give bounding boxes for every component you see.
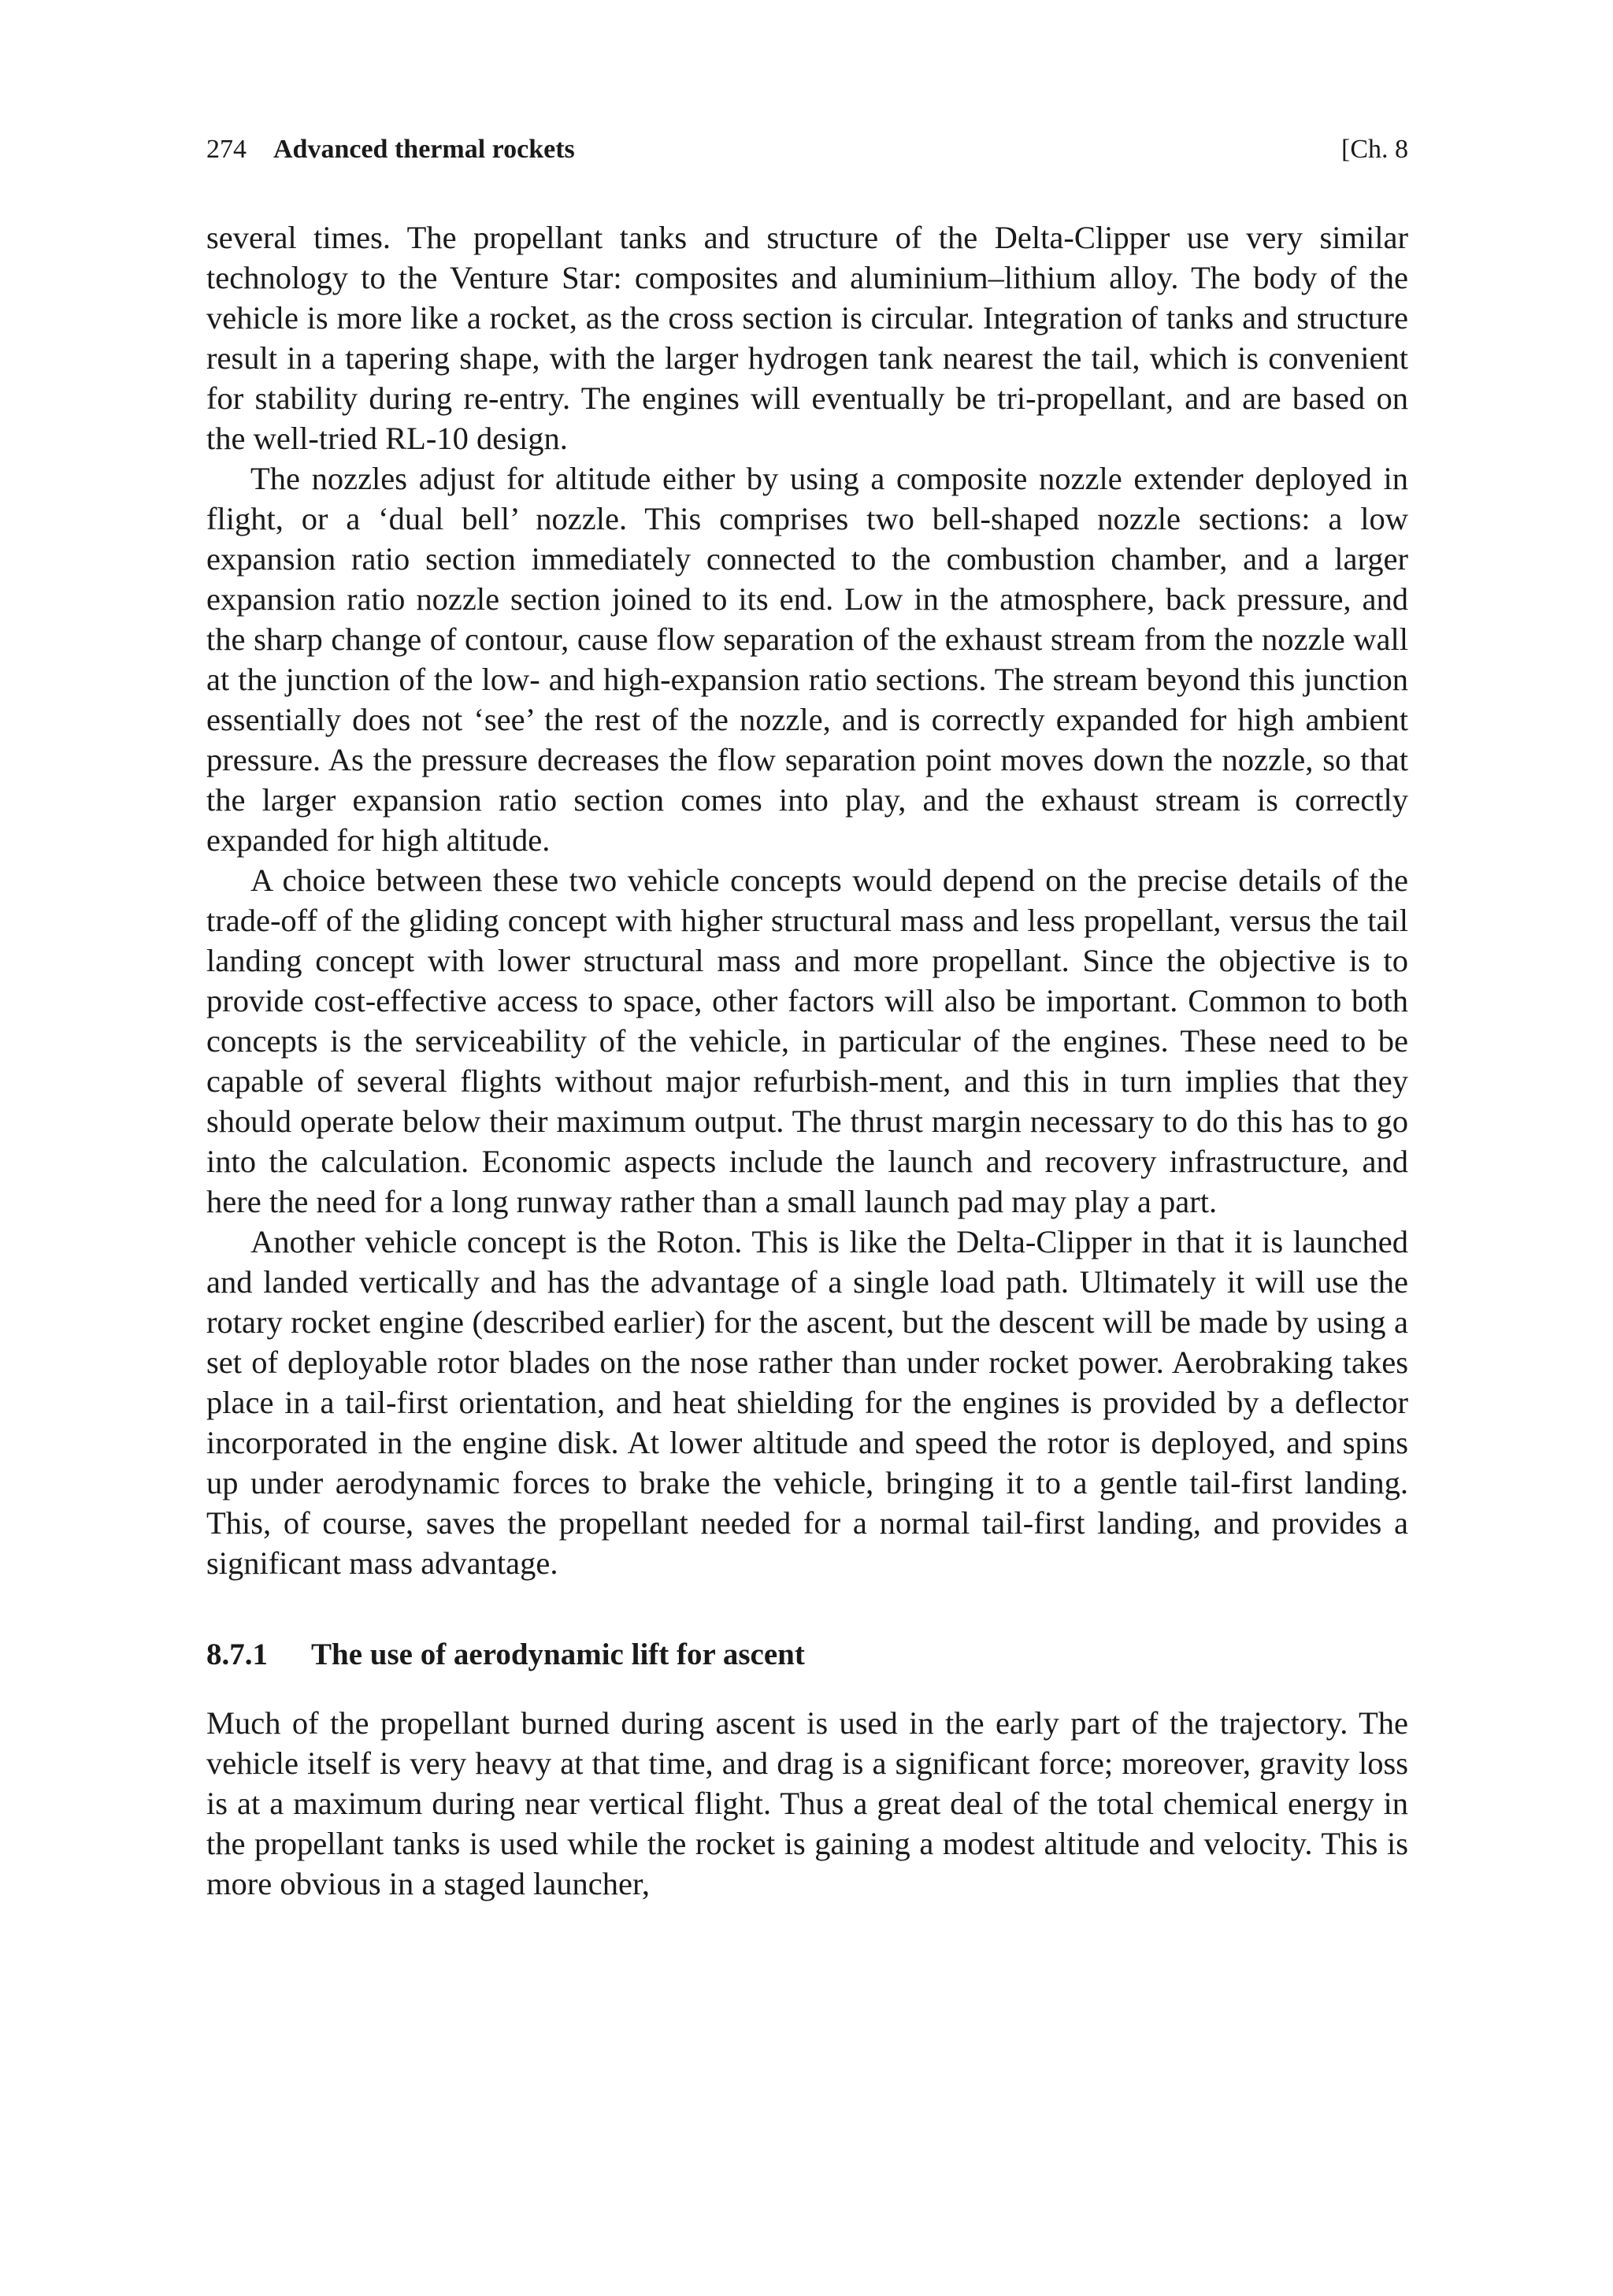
running-head-left [206,134,575,165]
paragraph-continued: several times. The propellant tanks and structure of the Delta-Clipper use very similar technology to the Venture Star: composites and aluminium–lithium alloy. The body of the vehicle is more like a rocket, as the cross section is circular. Integration of tanks and structure result in a tapering shape, with the larger hydrogen tank nearest the tail, which is convenient for stability during re-entry. The engines will eventually be tri-propellant, and are based on the well-tried RL-10 design. [206,220,1408,456]
chapter-reference: [Ch. 8 [1341,135,1408,164]
running-head [206,134,1408,165]
section-title: The use of aerodynamic lift for ascent [311,1638,805,1671]
page-number: 274 [206,135,247,164]
paragraph-nozzles: The nozzles adjust for altitude either by using a composite nozzle extender deployed in flight, or a ‘dual bell’ nozzle. This comprises two bell-shaped nozzle sections: a low expansion ratio section immediately connected to the combustion chamber, and a larger expansion ratio nozzle section joined to its end. Low in the atmosphere, back pressure, and the sharp change of contour, cause flow separation of the exhaust stream from the nozzle wall at the junction of the low- and high-expansion ratio sections. The stream beyond this junction essentially does not ‘see’ the rest of the nozzle, and is correctly expanded for high ambient pressure. As the pressure decreases the flow separation point moves down the nozzle, so that the larger expansion ratio section comes into play, and the exhaust stream is correctly expanded for high altitude. [206,461,1408,858]
paragraph-aerodynamic-lift: Much of the propellant burned during ascent is used in the early part of the trajectory. The vehicle itself is very heavy at that time, and drag is a significant force; moreover, gravity loss is at a maximum during near vertical flight. Thus a great deal of the total chemical energy in the propellant tanks is used while the rocket is gaining a modest altitude and velocity. This is more obvious in a staged launcher, [206,1705,1408,1901]
paragraph-vehicle-choice: A choice between these two vehicle concepts would depend on the precise details of the trade-off of the gliding concept with higher structural mass and less propellant, versus the tail landing concept with lower structural mass and more propellant. Since the objective is to provide cost-effective access to space, other factors will also be important. Common to both concepts is the serviceability of the vehicle, in particular of the engines. These need to be capable of several flights without major refurbish-ment, and this in turn implies that they should operate below their maximum output. The thrust margin necessary to do this has to go into the calculation. Economic aspects include the launch and recovery infrastructure, and here the need for a long runway rather than a small launch pad may play a part. [206,862,1408,1219]
body-text [206,217,1408,1904]
chapter-title: Advanced thermal rockets [273,135,575,164]
section-number: 8.7.1 [206,1638,268,1671]
paragraph-roton: Another vehicle concept is the Roton. This is like the Delta-Clipper in that it is launched and landed vertically and has the advantage of a single load path. Ultimately it will use the rotary rocket engine (described earlier) for the ascent, but the descent will be made by using a set of deployable rotor blades on the nose rather than under rocket power. Aerobraking takes place in a tail-first orientation, and heat shielding for the engines is provided by a deflector incorporated in the engine disk. At lower altitude and speed the rotor is deployed, and spins up under aerodynamic forces to brake the vehicle, bringing it to a gentle tail-first landing. This, of course, saves the propellant needed for a normal tail-first landing, and provides a significant mass advantage. [206,1224,1408,1581]
section-heading [206,1635,1408,1675]
book-page [206,134,1408,1904]
